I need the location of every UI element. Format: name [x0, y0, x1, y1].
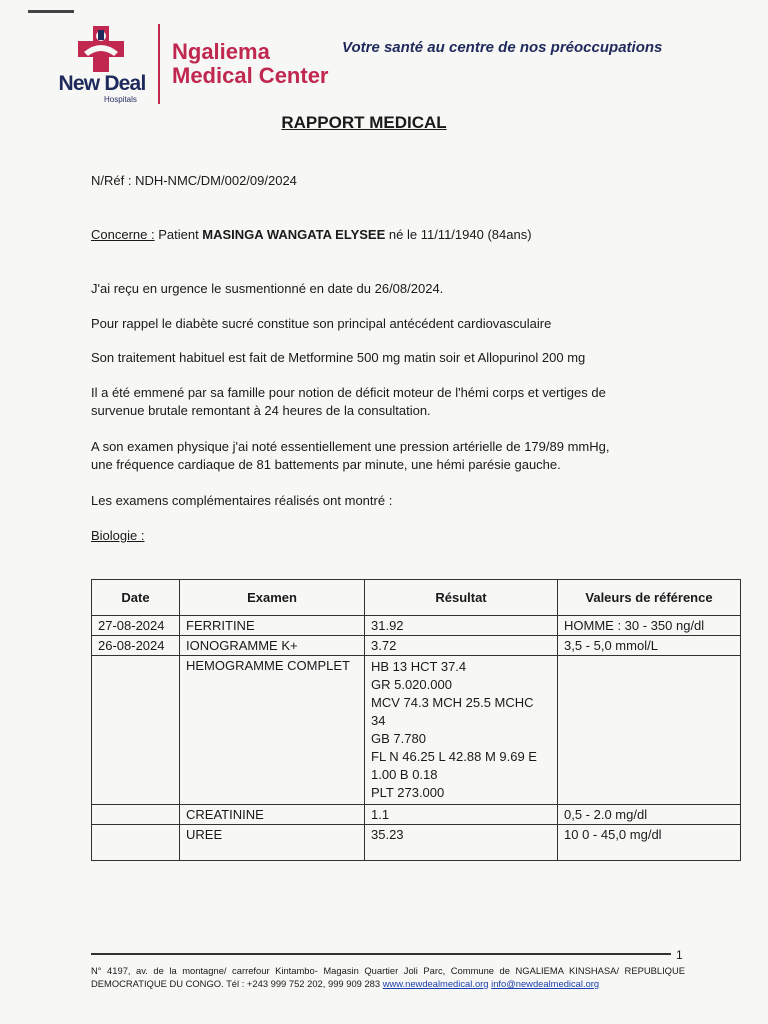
hospital-logo [56, 26, 148, 104]
table-row [92, 805, 741, 825]
paragraph-exam-line2: une fréquence cardiaque de 81 battements par minute, une hémi parésie gauche. [91, 457, 561, 472]
slogan: Votre santé au centre de nos préoccupations [342, 39, 663, 56]
cell-result: 3.72 [365, 636, 558, 656]
website-link[interactable]: www.newdealmedical.org [382, 978, 489, 989]
cell-reference: 3,5 - 5,0 mmol/L [558, 636, 741, 656]
paragraph-admission: J'ai reçu en urgence le susmentionné en date du 26/08/2024. [91, 281, 444, 296]
cell-date: 27-08-2024 [92, 616, 180, 636]
cell-exam: HEMOGRAMME COMPLET [180, 656, 365, 805]
cell-result [365, 656, 558, 805]
cell-date: 26-08-2024 [92, 636, 180, 656]
concerne-line [91, 226, 691, 244]
email-link[interactable]: info@newdealmedical.org [491, 978, 600, 989]
concerne-label: Concerne : [91, 227, 155, 242]
cell-result: 31.92 [365, 616, 558, 636]
cell-result: 35.23 [365, 825, 558, 861]
page-number: 1 [676, 948, 683, 962]
paragraph-treatment: Son traitement habituel est fait de Metformine 500 mg matin soir et Allopurinol 200 mg [91, 350, 586, 365]
biologie-heading: Biologie : [91, 528, 145, 543]
result-line: 34 [371, 713, 386, 728]
paragraph-history: Pour rappel le diabète sucré constitue son principal antécédent cardiovasculaire [91, 316, 552, 331]
table-row [92, 616, 741, 636]
paragraph-exam-line1: A son examen physique j'ai noté essentiellement une pression artérielle de 179/89 mmHg, [91, 439, 610, 454]
header-exam: Examen [180, 580, 365, 616]
header-divider [158, 24, 160, 104]
header-result: Résultat [365, 580, 558, 616]
center-name-line1: Ngaliema [172, 39, 270, 64]
result-line: GB 7.780 [371, 731, 426, 746]
result-line: 1.00 B 0.18 [371, 767, 438, 782]
biology-table [91, 579, 741, 861]
center-name-line2: Medical Center [172, 63, 329, 88]
concerne-suffix: né le 11/11/1940 (84ans) [385, 227, 532, 242]
cell-date [92, 656, 180, 805]
concerne-prefix: Patient [154, 227, 203, 242]
result-line: FL N 46.25 L 42.88 M 9.69 E [371, 749, 537, 764]
paragraph-symptoms-line1: Il a été emmené par sa famille pour notion de déficit moteur de l'hémi corps et vertiges de [91, 385, 606, 400]
paragraph-symptoms-line2: survenue brutale remontant à 24 heures de la consultation. [91, 403, 431, 418]
result-line: PLT 273.000 [371, 785, 445, 800]
logo-name: New Deal [58, 72, 146, 95]
cell-result: 1.1 [365, 805, 558, 825]
patient-name: MASINGA WANGATA ELYSEE [202, 227, 386, 242]
scan-mark [28, 10, 74, 13]
cell-reference: 10 0 - 45,0 mg/dl [558, 825, 741, 861]
cell-exam: CREATININE [180, 805, 365, 825]
paragraph-complementary: Les examens complémentaires réalisés ont montré : [91, 493, 393, 508]
reference-line: N/Réf : NDH-NMC/DM/002/09/2024 [91, 173, 297, 188]
cell-reference [558, 656, 741, 805]
result-line: MCV 74.3 MCH 25.5 MCHC [371, 695, 534, 710]
medical-cross-icon [76, 26, 126, 72]
report-title: RAPPORT MEDICAL [281, 113, 447, 132]
cell-reference: HOMME : 30 - 350 ng/dl [558, 616, 741, 636]
footer-address-text: N° 4197, av. de la montagne/ carrefour Kintambo- Magasin Quartier Joli Parc, Commune de NGALIEMA KINSHASA/ REPUBLIQUE DEMOCRATIQUE DU CONGO. Tél : +243 999 752 202, 999 909 283 [91, 965, 685, 989]
cell-exam: FERRITINE [180, 616, 365, 636]
biology-table-wrap [91, 579, 741, 861]
table-row [92, 656, 741, 805]
cell-exam: UREE [180, 825, 365, 861]
cell-date [92, 825, 180, 861]
table-row [92, 825, 741, 861]
footer-divider [91, 953, 671, 955]
header-date: Date [92, 580, 180, 616]
center-name [172, 40, 329, 88]
footer-address [91, 964, 685, 990]
result-line: HB 13 HCT 37.4 [371, 659, 467, 674]
logo-subtitle: Hospitals [104, 95, 137, 104]
table-row [92, 636, 741, 656]
result-line: GR 5.020.000 [371, 677, 452, 692]
table-header-row [92, 580, 741, 616]
header-reference: Valeurs de référence [558, 580, 741, 616]
cell-date [92, 805, 180, 825]
cell-reference: 0,5 - 2.0 mg/dl [558, 805, 741, 825]
cell-exam: IONOGRAMME K+ [180, 636, 365, 656]
